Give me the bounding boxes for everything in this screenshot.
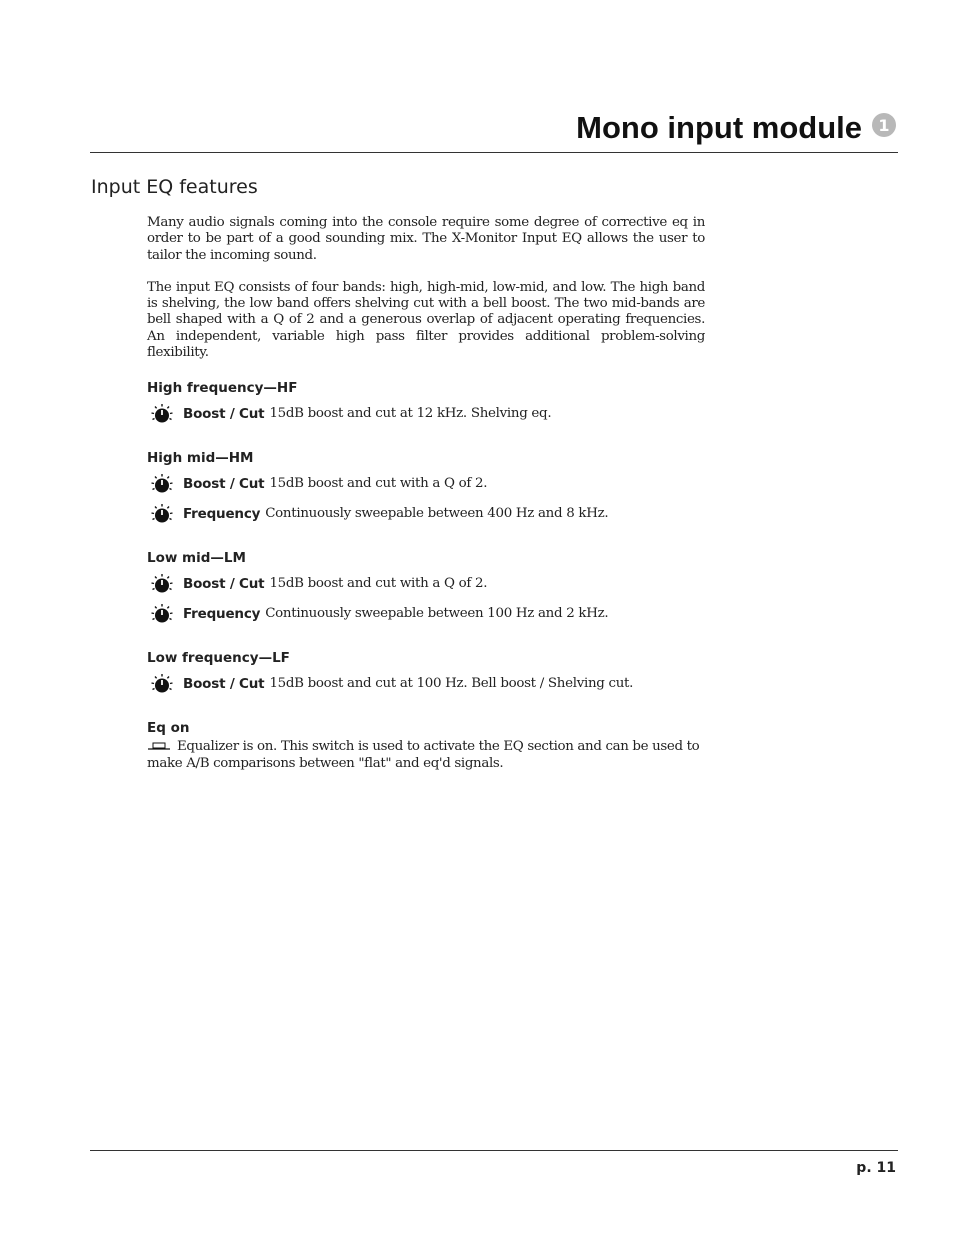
- control-label: Boost / Cut: [183, 406, 265, 423]
- band-hm: [147, 447, 705, 529]
- band-heading: Low frequency—LF: [147, 650, 290, 667]
- band-item: [147, 499, 705, 529]
- band-lm: [147, 547, 705, 629]
- band-heading: High frequency—HF: [147, 380, 298, 397]
- control-description: Continuously sweepable between 100 Hz and 2 kHz.: [265, 606, 609, 622]
- knob-icon: [149, 603, 175, 625]
- band-item: [147, 469, 705, 499]
- knob-icon: [149, 473, 175, 495]
- eq-on-heading: Eq on: [147, 720, 190, 737]
- knob-icon: [149, 673, 175, 695]
- chapter-number-badge: 1: [872, 113, 896, 137]
- switch-icon: [147, 742, 171, 752]
- control-label: Boost / Cut: [183, 676, 265, 693]
- control-label: Frequency: [183, 506, 261, 523]
- section-heading: Input EQ features: [91, 176, 258, 198]
- band-heading: Low mid—LM: [147, 550, 246, 567]
- band-item: [147, 399, 705, 429]
- knob-icon: [149, 503, 175, 525]
- control-description: Continuously sweepable between 400 Hz and 8 kHz.: [265, 506, 609, 522]
- band-heading: High mid—HM: [147, 450, 254, 467]
- intro-paragraph: The input EQ consists of four bands: high, high-mid, low-mid, and low. The high band is shelving, the low band offers shelving cut with a bell boost. The two mid-bands are bell shaped with a Q of 2 and a generous overlap of adjacent operating frequencies. An independent, variable high pass filter provides additional problem-solving flexibility.: [147, 279, 705, 361]
- eq-on-section: [147, 717, 705, 772]
- knob-icon: [149, 403, 175, 425]
- band-lf: [147, 647, 705, 699]
- intro-paragraph: Many audio signals coming into the console require some degree of corrective eq in order to be part of a good sounding mix. The X-Monitor Input EQ allows the user to tailor the incoming sound.: [147, 215, 705, 263]
- band-hf: [147, 377, 705, 429]
- control-description: 15dB boost and cut with a Q of 2.: [269, 576, 488, 592]
- footer-divider: [90, 1150, 898, 1151]
- eq-on-description-block: [147, 739, 705, 772]
- eq-on-description: Equalizer is on. This switch is used to activate the EQ section and can be used to make A/B comparisons between "flat" and eq'd signals.: [147, 739, 700, 771]
- page-header: [576, 110, 896, 146]
- control-description: 15dB boost and cut with a Q of 2.: [269, 476, 488, 492]
- control-description: 15dB boost and cut at 100 Hz. Bell boost / Shelving cut.: [269, 676, 634, 692]
- band-item: [147, 599, 705, 629]
- control-label: Boost / Cut: [183, 576, 265, 593]
- page-number: p. 11: [856, 1160, 896, 1176]
- knob-icon: [149, 573, 175, 595]
- control-label: Frequency: [183, 606, 261, 623]
- band-item: [147, 669, 705, 699]
- control-description: 15dB boost and cut at 12 kHz. Shelving eq.: [269, 406, 552, 422]
- band-item: [147, 569, 705, 599]
- page-title: Mono input module: [576, 110, 862, 145]
- content-body: [147, 215, 705, 790]
- control-label: Boost / Cut: [183, 476, 265, 493]
- header-divider: [90, 152, 898, 153]
